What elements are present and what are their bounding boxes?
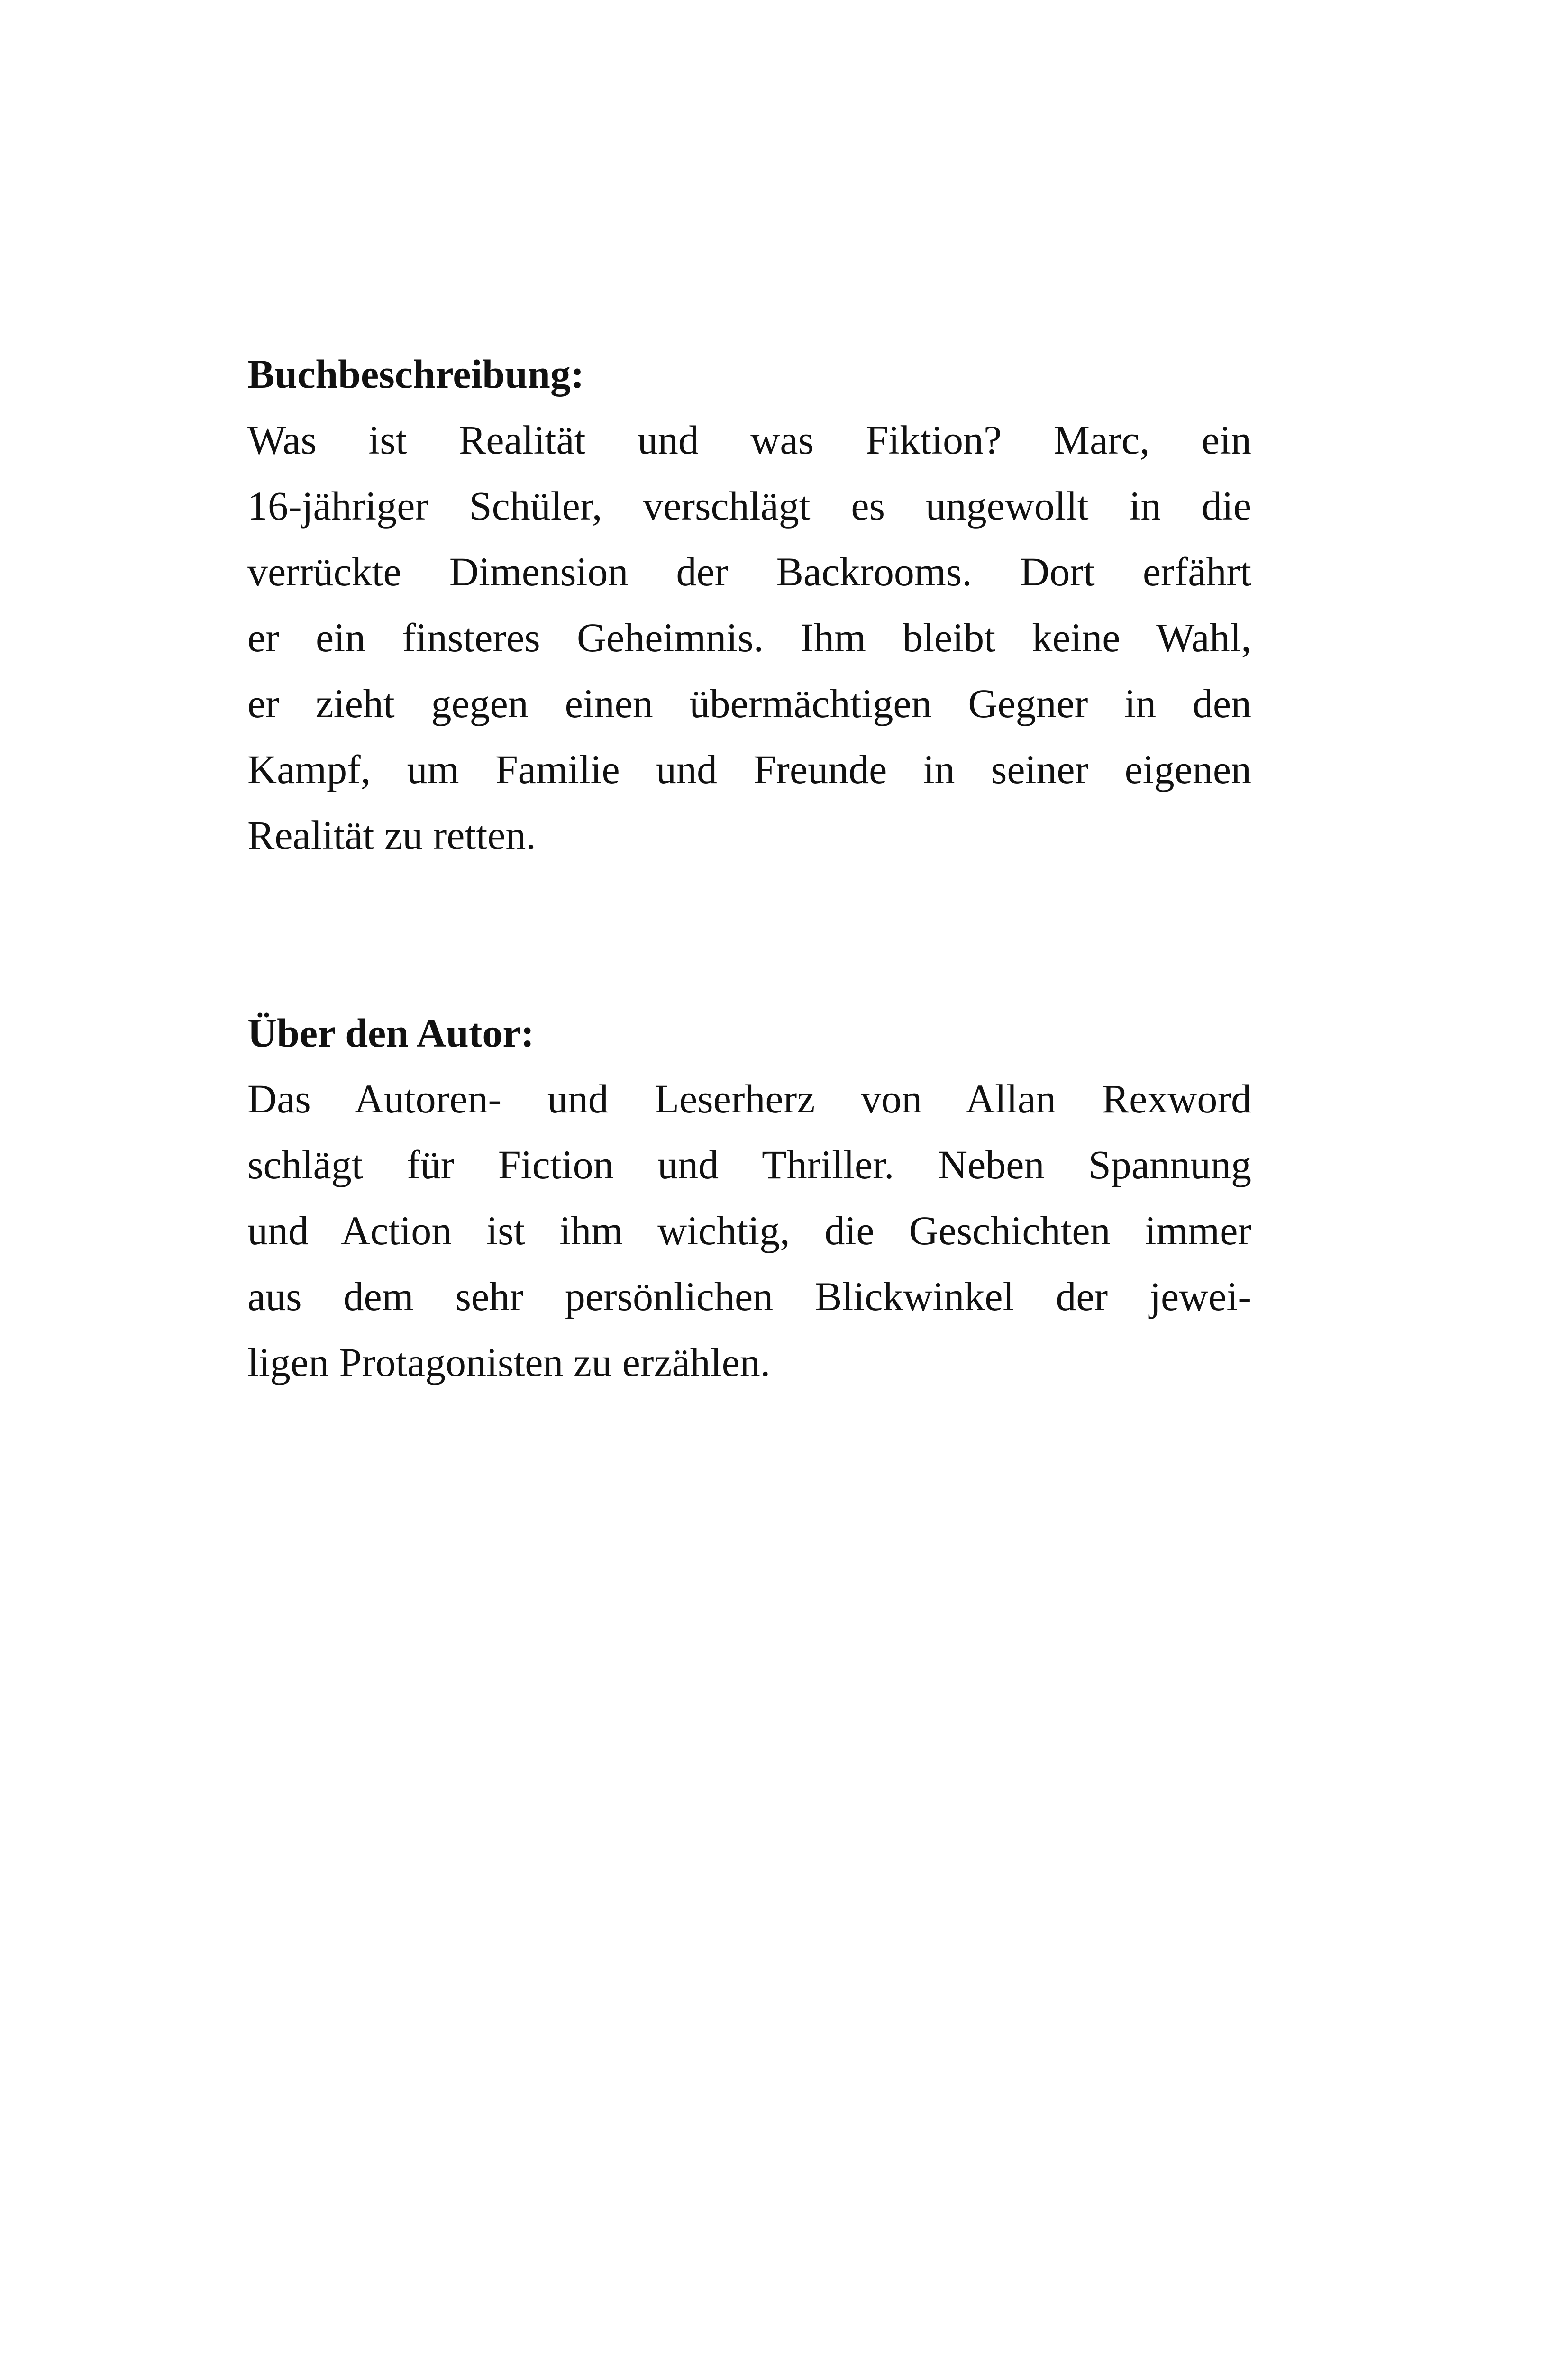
text-line: Das Autoren- und Leserherz von Allan Rexword <box>247 1076 1251 1121</box>
text-line: und Action ist ihm wichtig, die Geschichten immer <box>247 1208 1251 1253</box>
text-line: er zieht gegen einen übermächtigen Gegner in den <box>247 681 1251 726</box>
about-author-section <box>247 1000 1251 1395</box>
text-line: aus dem sehr persönlichen Blickwinkel der jewei- <box>247 1274 1251 1319</box>
book-description-text <box>247 407 1251 868</box>
text-line: 16-jähriger Schüler, verschlägt es ungewollt in die <box>247 483 1251 529</box>
text-line: ligen Protagonisten zu erzählen. <box>247 1340 771 1385</box>
text-line: Was ist Realität und was Fiktion? Marc, ein <box>247 417 1251 463</box>
text-line: schlägt für Fiction und Thriller. Neben Spannung <box>247 1142 1251 1187</box>
about-author-heading: Über den Autor: <box>247 1010 535 1056</box>
book-description-section <box>247 341 1251 868</box>
book-description-heading: Buchbeschreibung: <box>247 351 584 397</box>
text-line: er ein finsteres Geheimnis. Ihm bleibt keine Wahl, <box>247 615 1251 660</box>
about-author-text <box>247 1066 1251 1395</box>
text-line: verrückte Dimension der Backrooms. Dort erfährt <box>247 549 1251 594</box>
text-line: Realität zu retten. <box>247 812 536 858</box>
text-line: Kampf, um Familie und Freunde in seiner eigenen <box>247 747 1251 792</box>
